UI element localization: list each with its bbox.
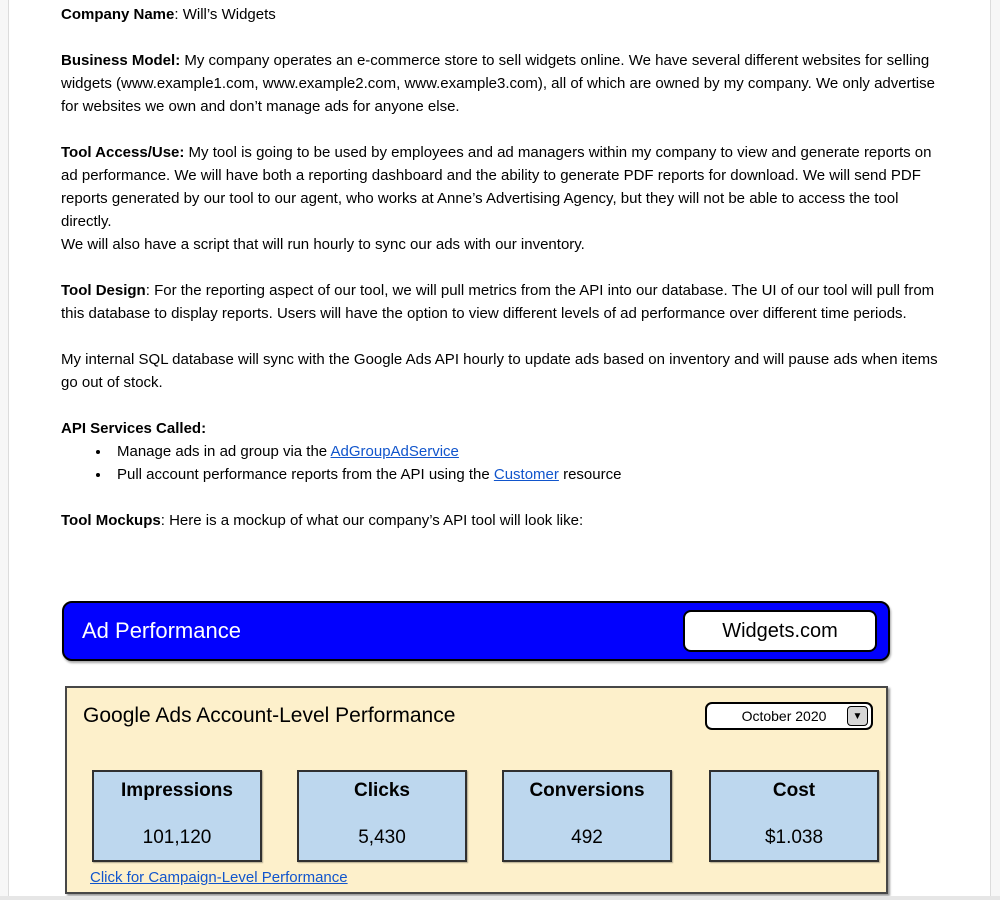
business-model-text: My company operates an e-commerce store to sell widgets online. We have several different websites for selling widgets (www.example1.com, www.example2.com, www.example3.com), all of which are owned by my company. We only advertise for websites we own and don’t manage ads for anyone else. [61,52,935,115]
tool-mockups-paragraph [61,509,938,532]
tool-access-text: My tool is going to be used by employees and ad managers within my company to view and generate reports on ad performance. We will have both a reporting dashboard and the ability to generate PDF reports for download. We will send PDF reports generated by our tool to our agent, who works at Anne’s Advertising Agency, but they will not be able to access the tool directly. [61,144,932,230]
metric-value: 5,430 [358,827,406,848]
metric-card-cost [709,770,879,862]
company-name-label: Company Name [61,6,175,23]
tool-design-label: Tool Design [61,282,146,299]
campaign-level-link[interactable]: Click for Campaign-Level Performance [90,869,348,886]
metric-label: Conversions [529,780,645,801]
mockup-title: Ad Performance [82,618,241,643]
bullet-text: Pull account performance reports from the API using the [117,466,494,483]
company-name-value: : Will’s Widgets [174,6,276,23]
metric-value: 101,120 [142,827,212,848]
tool-access-text2: We will also have a script that will run hourly to sync our ads with our inventory. [61,236,585,253]
adgroupadservice-link[interactable]: AdGroupAdService [330,443,459,460]
metric-value: 492 [571,827,603,848]
mockup-header-bar [62,601,890,661]
sql-sync-paragraph [61,348,938,394]
metric-label: Clicks [354,780,410,801]
metric-label: Impressions [121,780,233,801]
list-item [111,463,938,486]
business-model-label: Business Model: [61,52,181,69]
metric-value: $1.038 [764,827,824,848]
metric-card-impressions [92,770,262,862]
customer-link[interactable]: Customer [493,466,559,483]
month-dropdown-value: October 2020 [741,708,827,724]
month-dropdown[interactable] [705,702,873,730]
metric-card-clicks [297,770,467,862]
business-model-paragraph [61,49,938,118]
metric-label: Cost [772,780,816,801]
document-body [9,0,990,555]
bullet-text: Manage ads in ad group via the [117,443,331,460]
widgets-site-button[interactable]: Widgets.com [683,610,877,652]
company-name-line [61,3,938,26]
window-bottom-edge [0,896,1000,900]
tool-design-paragraph [61,279,938,325]
performance-panel [65,686,888,894]
panel-title: Google Ads Account-Level Performance [83,704,456,727]
tool-access-paragraph [61,141,938,256]
sql-sync-text: My internal SQL database will sync with the Google Ads API hourly to update ads based on inventory and will pause ads when items go out of stock. [61,351,938,391]
list-item [111,440,938,463]
tool-mockups-label: Tool Mockups [61,512,161,529]
bullet-text-post: resource [558,466,622,483]
api-services-list [61,440,938,486]
tool-access-label: Tool Access/Use: [61,144,185,161]
tool-design-text: : For the reporting aspect of our tool, we will pull metrics from the API into our database. The UI of our tool will pull from this database to display reports. Users will have the option to view different levels of ad performance over different time periods. [61,282,935,322]
metric-card-conversions [502,770,672,862]
tool-mockups-text: : Here is a mockup of what our company’s API tool will look like: [160,512,584,529]
chevron-down-icon[interactable]: ▼ [847,706,868,726]
api-services-heading [61,417,938,440]
api-services-label: API Services Called: [61,420,207,437]
